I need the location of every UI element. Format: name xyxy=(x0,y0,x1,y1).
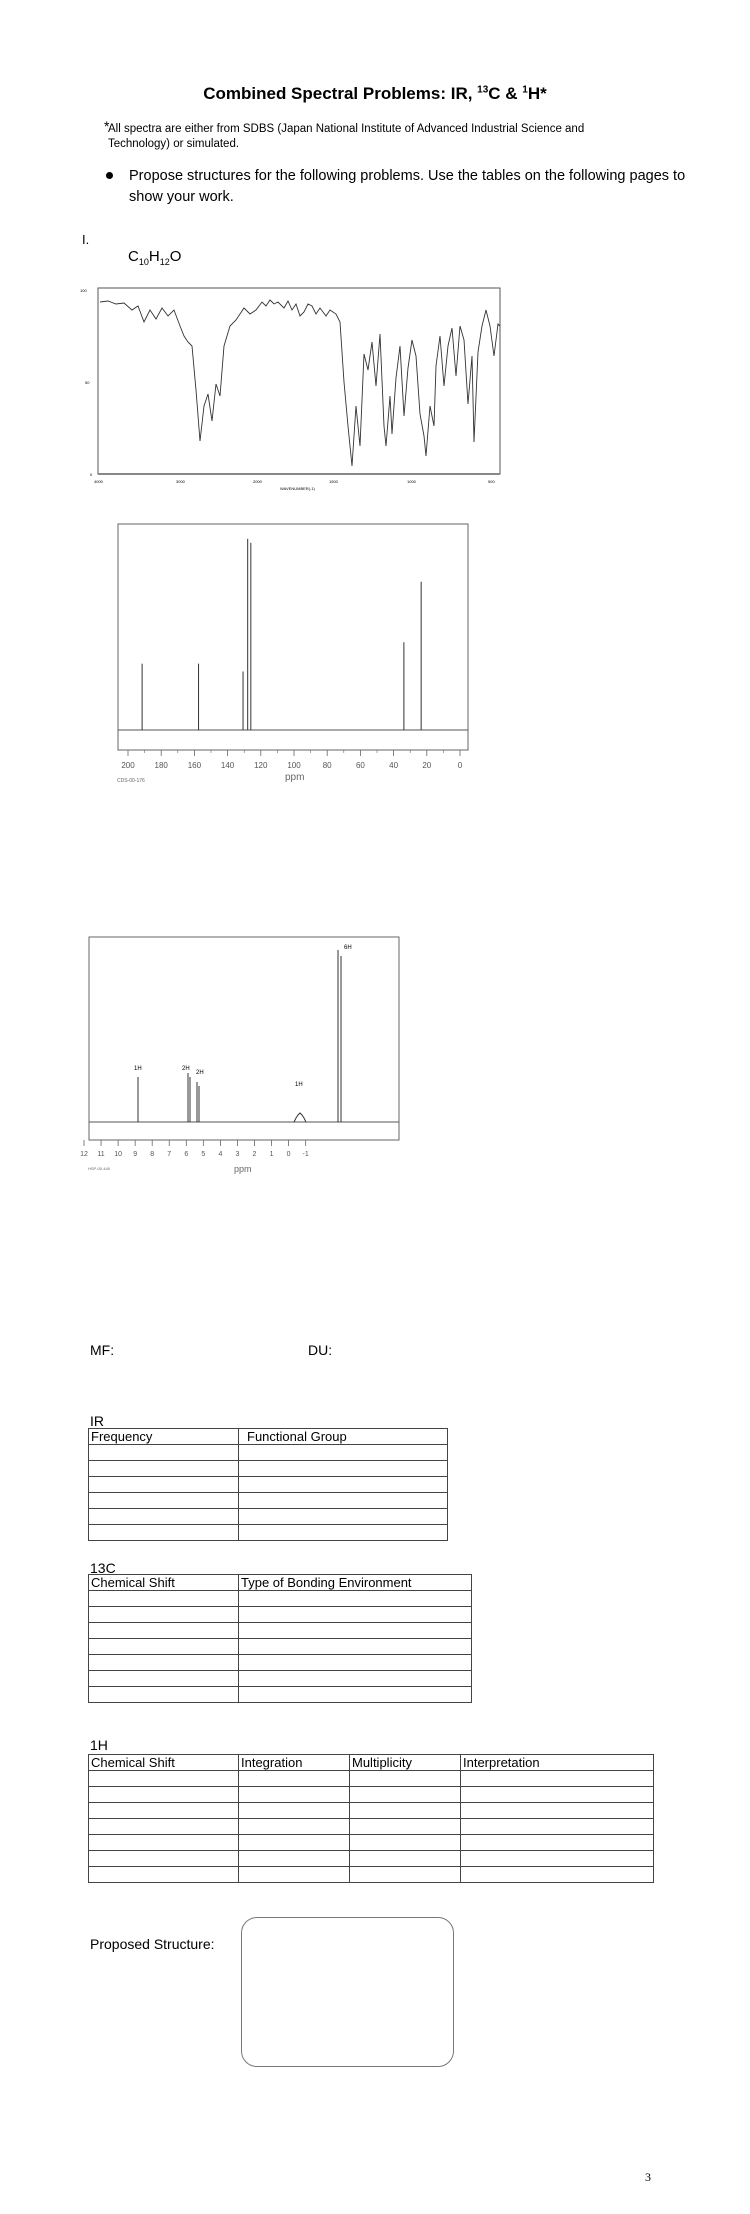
c13-tick-label: 80 xyxy=(322,761,332,770)
ir-trace xyxy=(100,300,500,466)
c13-code: CDS-00-176 xyxy=(117,778,145,784)
c13-tick-label: 140 xyxy=(220,761,235,770)
table-row[interactable] xyxy=(89,1771,654,1787)
table-header: Interpretation xyxy=(461,1755,654,1771)
table-row[interactable] xyxy=(89,1851,654,1867)
table-row[interactable] xyxy=(89,1607,472,1623)
table-row[interactable] xyxy=(89,1787,654,1803)
h1-spectrum xyxy=(80,932,410,1177)
ir-x-tick: 4000 xyxy=(94,479,103,484)
ir-section-label: IR xyxy=(90,1413,104,1429)
source-note: All spectra are either from SDBS (Japan National Institute of Advanced Industrial Science and Technology) or simulated. xyxy=(108,123,585,150)
ir-y-tick: 100 xyxy=(80,288,87,293)
ir-table xyxy=(88,1428,448,1541)
table-header: Type of Bonding Environment xyxy=(239,1575,472,1591)
ir-x-label: WAVENUMBER(-1) xyxy=(280,486,315,491)
c13-section-label: 13C xyxy=(90,1560,116,1576)
problem-number: I. xyxy=(82,232,90,247)
c13-tick-label: 200 xyxy=(121,761,135,770)
h1-tick-label: 1 xyxy=(269,1151,274,1158)
table-row[interactable] xyxy=(89,1477,448,1493)
h1-tick-label: 2 xyxy=(252,1151,257,1158)
ir-y-tick: 0 xyxy=(90,472,93,477)
h1-integration: 2H xyxy=(182,1066,190,1072)
table-header-row xyxy=(89,1755,654,1771)
h1-tick-label: 6 xyxy=(184,1151,189,1158)
table-row[interactable] xyxy=(89,1687,472,1703)
h1-tick-label: 11 xyxy=(97,1151,105,1158)
table-header: Chemical Shift xyxy=(89,1575,239,1591)
table-row[interactable] xyxy=(89,1835,654,1851)
h1-tick-label: 7 xyxy=(167,1151,172,1158)
h1-tick-label: 0 xyxy=(286,1151,291,1158)
c13-tick-label: 160 xyxy=(187,761,202,770)
c13-tick-label: 0 xyxy=(457,761,463,770)
table-header: Chemical Shift xyxy=(89,1755,239,1771)
table-header: Functional Group xyxy=(239,1429,448,1445)
c13-table xyxy=(88,1574,472,1703)
c13-tick-label: 60 xyxy=(355,761,365,770)
table-header: Frequency xyxy=(89,1429,239,1445)
table-row[interactable] xyxy=(89,1445,448,1461)
instructions: Propose structures for the following problems. Use the tables on the following pages to show your work. xyxy=(129,168,686,205)
ir-x-tick: 2000 xyxy=(253,479,262,484)
page-number: 3 xyxy=(645,2170,651,2184)
ir-x-tick: 1000 xyxy=(407,479,416,484)
proposed-structure-box[interactable] xyxy=(241,1917,454,2067)
c13-x-label: ppm xyxy=(285,772,305,783)
table-row[interactable] xyxy=(89,1671,472,1687)
h1-table xyxy=(88,1754,654,1883)
c13-tick-label: 100 xyxy=(287,761,301,770)
table-row[interactable] xyxy=(89,1493,448,1509)
h1-tick-label: 8 xyxy=(150,1151,155,1158)
h1-code: HSP-00-440 xyxy=(88,1166,111,1171)
page-title: Combined Spectral Problems: IR, $^{13}$C & $^1$H* xyxy=(203,84,547,103)
table-row[interactable] xyxy=(89,1525,448,1541)
ir-x-tick: 3000 xyxy=(176,479,185,484)
ir-y-tick: 50 xyxy=(85,380,90,385)
h1-tick-label: 5 xyxy=(201,1151,206,1158)
ir-x-tick: 1500 xyxy=(329,479,338,484)
table-row[interactable] xyxy=(89,1591,472,1607)
table-row[interactable] xyxy=(89,1639,472,1655)
h1-peaks xyxy=(138,950,341,1122)
table-row[interactable] xyxy=(89,1509,448,1525)
table-row[interactable] xyxy=(89,1655,472,1671)
h1-section-label: 1H xyxy=(90,1737,108,1753)
h1-tick-label: 3 xyxy=(235,1151,240,1158)
table-row[interactable] xyxy=(89,1803,654,1819)
h1-integration: 6H xyxy=(344,945,352,951)
h1-tick-label: 4 xyxy=(218,1151,223,1158)
h1-tick-label: 10 xyxy=(114,1151,122,1158)
bullet-icon xyxy=(106,172,113,179)
proposed-structure-label: Proposed Structure: xyxy=(90,1936,215,1952)
c13-tick-label: 20 xyxy=(422,761,432,770)
asterisk: * xyxy=(104,118,110,134)
du-label: DU: xyxy=(308,1342,333,1358)
c13-tick-label: 120 xyxy=(254,761,268,770)
table-row[interactable] xyxy=(89,1623,472,1639)
table-header-row xyxy=(89,1429,448,1445)
c13-spectrum xyxy=(105,520,485,790)
table-header: Integration xyxy=(239,1755,350,1771)
h1-x-label: ppm xyxy=(234,1164,252,1174)
table-row[interactable] xyxy=(89,1867,654,1883)
h1-integration: 2H xyxy=(196,1070,204,1076)
h1-integration: 1H xyxy=(134,1066,142,1072)
ir-spectrum xyxy=(80,286,510,494)
table-row[interactable] xyxy=(89,1461,448,1477)
h1-integration: 1H xyxy=(295,1082,303,1088)
methine-multiplet xyxy=(294,1113,306,1122)
h1-tick-label: 12 xyxy=(80,1151,88,1158)
mf-label: MF: xyxy=(90,1342,115,1358)
ir-x-tick: 500 xyxy=(488,479,495,484)
table-header: Multiplicity xyxy=(350,1755,461,1771)
c13-tick-label: 40 xyxy=(389,761,399,770)
h1-tick-label: -1 xyxy=(302,1151,309,1158)
table-row[interactable] xyxy=(89,1819,654,1835)
h1-tick-label: 9 xyxy=(133,1151,138,1158)
c13-tick-label: 180 xyxy=(154,761,168,770)
table-header-row xyxy=(89,1575,472,1591)
molecular-formula: $C_{10}H_{12}O$ xyxy=(128,248,182,267)
